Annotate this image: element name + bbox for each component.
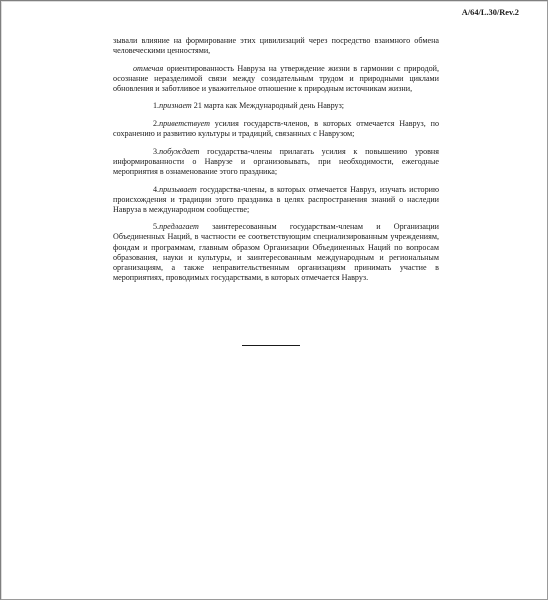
paragraph-keyword: приветствует xyxy=(159,119,210,129)
document-body xyxy=(113,36,439,290)
paragraph-keyword: предлагает xyxy=(159,222,199,232)
paragraph-text: государства-члены, в которых отмечается Навруз, изучать историю происхождения и традиции этого праздника в целях распространения знаний о наследии Навруза в международном сообществе; xyxy=(113,184,439,214)
paragraph-keyword: побуждает xyxy=(159,146,200,156)
paragraph-text: усилия государств-членов, в которых отмечается Навруз, по сохранению и развитию культуры и традиций, связанных с Наврузом; xyxy=(113,119,439,139)
paragraph-text: заинтересованным государствам-членам и Организации Объединенных Наций, в частности ее соответствующим специализированным учреждениям, фондам и программам, главным образом Организации Объединенных Наций по вопросам образования, науки и культуры, и заинтересованным международным и региональным организациям, а также неправительственным организациям принимать участие в мероприятиях, проводимых государствами, в которых отмечается Навруз. xyxy=(113,222,439,282)
paragraph-keyword: признает xyxy=(159,101,192,111)
paragraph-number: 3. xyxy=(153,146,160,156)
document-page xyxy=(1,1,547,599)
operative-paragraph-3 xyxy=(113,147,439,177)
paragraph-text: ориентированность Навруза на утверждение жизни в гармонии с природой, осознание неразделимой связи между созидательным трудом и природными циклами обновления и заботливое и уважительное отношение к природным источникам жизни, xyxy=(113,63,439,93)
paragraph-text: 21 марта как Международный день Навруз; xyxy=(191,101,345,111)
paragraph-number: 1. xyxy=(153,101,160,111)
end-of-document-rule xyxy=(242,345,300,346)
operative-paragraph-5 xyxy=(113,222,439,283)
operative-paragraph-2 xyxy=(113,119,439,139)
paragraph-number: 2. xyxy=(153,119,160,129)
paragraph-keyword: призывает xyxy=(159,184,197,194)
paragraph-number: 5. xyxy=(153,222,160,232)
paragraph-text: государства-члены прилагать усилия к повышению уровня информированности о Наврузе и организовывать, при необходимости, ежегодные мероприятия в ознаменование этого праздника; xyxy=(113,146,439,176)
document-symbol: A/64/L.30/Rev.2 xyxy=(461,8,519,17)
preamble-paragraph xyxy=(113,64,439,94)
paragraph-keyword: отмечая xyxy=(133,63,164,73)
operative-paragraph-1 xyxy=(113,101,439,111)
paragraph-continuation xyxy=(113,36,439,56)
paragraph-number: 4. xyxy=(153,184,160,194)
operative-paragraph-4 xyxy=(113,185,439,215)
paragraph-text: зывали влияние на формирование этих цивилизаций через посредство взаимного обмена человеческими ценностями, xyxy=(113,36,439,56)
